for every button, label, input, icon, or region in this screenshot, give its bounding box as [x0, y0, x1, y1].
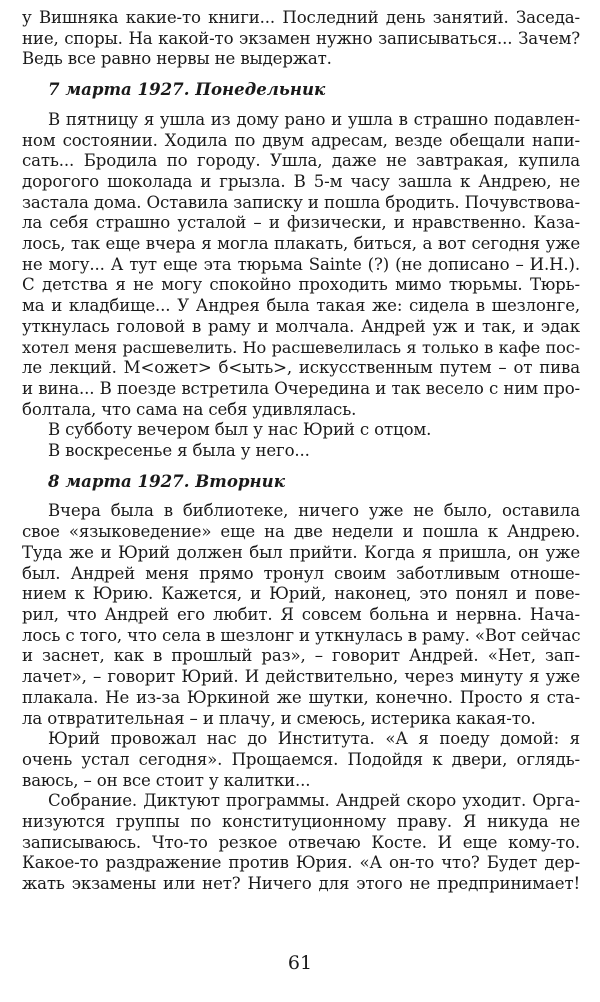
text-line: лось с того, что села в шезлонг и уткнулась в раму. «Вот сейчас	[22, 625, 581, 645]
text-line: плакала. Не из-за Юркиной же шутки, конечно. Просто я ста-	[22, 687, 580, 707]
text-line: ваюсь, – он все стоит у калитки...	[22, 770, 311, 790]
text-line: ма и кладбище... У Андрея была такая же: сидела в шезлонге,	[22, 296, 580, 316]
text-line: сать... Бродила по городу. Ушла, даже не завтракая, купила	[22, 151, 580, 171]
text-line: ле лекций. М<ожет> б<ыть>, искусственным путем – от пива	[22, 358, 580, 378]
text-line: Собрание. Диктуют программы. Андрей скоро уходит. Орга-	[48, 791, 580, 811]
diary-entry-heading: 7 марта 1927. Понедельник	[48, 79, 326, 100]
text-line: рил, что Андрей его любит. Я совсем больна и нервна. Нача-	[22, 604, 580, 624]
page-number: 61	[287, 952, 313, 974]
text-line: застала дома. Оставила записку и пошла бродить. Почувствова-	[22, 192, 580, 212]
text-line: был. Андрей меня прямо тронул своим заботливым отноше-	[22, 563, 580, 583]
text-line: ние, споры. На какой-то экзамен нужно записываться... Зачем?	[22, 28, 580, 48]
text-line: В воскресенье я была у него...	[48, 441, 310, 461]
text-line: низуются группы по конституционному праву. Я никуда не	[22, 812, 580, 832]
text-line: Ведь все равно нервы не выдержат.	[22, 49, 332, 69]
text-line: Юрий провожал нас до Института. «А я поеду домой: я	[48, 729, 580, 749]
text-line: у Вишняка какие-то книги... Последний день занятий. Заседа-	[22, 8, 580, 27]
page-body	[22, 8, 580, 895]
text-line: уткнулась головой в раму и молчала. Андрей уж и так, и эдак	[22, 316, 580, 336]
text-line: не могу... А тут еще эта тюрьма Sainte (?) (не дописано – И.Н.).	[22, 254, 580, 274]
text-line: записываюсь. Что-то резкое отвечаю Косте. И еще кому-то.	[22, 832, 580, 852]
diary-entry-heading: 8 марта 1927. Вторник	[48, 470, 285, 491]
text-line: хотел меня расшевелить. Но расшевелилась я только в кафе пос-	[22, 337, 580, 357]
text-line: Вчера была в библиотеке, ничего уже не было, оставила	[48, 501, 580, 521]
text-line: и вина... В поезде встретила Очередина и так весело с ним про-	[22, 378, 580, 398]
text-line: С детства я не могу спокойно проходить мимо тюрьмы. Тюрь-	[22, 275, 580, 295]
text-line: нием к Юрию. Кажется, и Юрий, наконец, это понял и пове-	[22, 584, 580, 604]
text-line: свое «языковедение» еще на две недели и пошла к Андрею.	[22, 522, 580, 542]
text-line: Туда же и Юрий должен был прийти. Когда я пришла, он уже	[22, 542, 580, 562]
text-line: жать экзамены или нет? Ничего для этого не предпринимает!	[22, 874, 580, 894]
text-line: ном состоянии. Ходила по двум адресам, везде обещали напи-	[22, 130, 580, 150]
text-line: Какое-то раздражение против Юрия. «А он-то что? Будет дер-	[22, 853, 580, 873]
text-line: лось, так еще вчера я могла плакать, биться, а вот сегодня уже	[22, 234, 580, 254]
text-line: В пятницу я ушла из дому рано и ушла в страшно подавлен-	[48, 109, 580, 129]
text-line: ла себя страшно усталой – и физически, и нравственно. Каза-	[22, 213, 580, 233]
text-line: очень устал сегодня». Прощаемся. Подойдя к двери, оглядь-	[22, 749, 580, 769]
text-line: лачет», – говорит Юрий. И действительно, через минуту я уже	[22, 667, 580, 687]
text-line: В субботу вечером был у нас Юрий с отцом.	[48, 420, 432, 440]
text-line: болтала, что сама на себя удивлялась.	[22, 399, 357, 419]
text-line: и заснет, как в прошлый раз», – говорит Андрей. «Нет, зап-	[22, 646, 580, 666]
text-line: дорогого шоколада и грызла. В 5-м часу зашла к Андрею, не	[22, 171, 580, 191]
text-line: ла отвратительная – и плачу, и смеюсь, истерика какая-то.	[22, 708, 536, 728]
